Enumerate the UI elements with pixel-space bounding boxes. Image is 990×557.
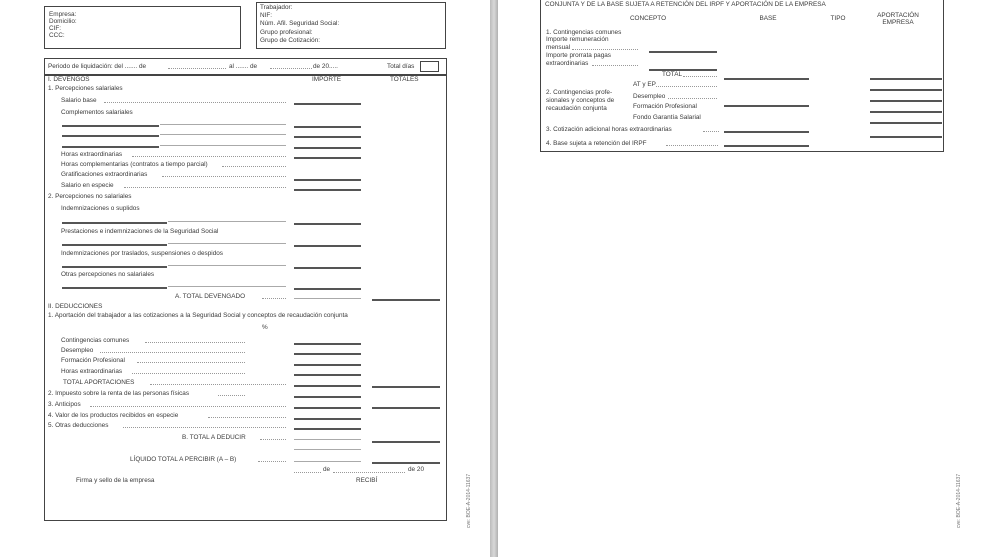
contingencias-comunes: 1. Contingencias comunes <box>546 29 622 36</box>
importe-prorrata: Importe prorrata pagas <box>546 52 612 59</box>
total-aportaciones-label: TOTAL APORTACIONES <box>63 379 135 386</box>
totales-header: TOTALES <box>390 76 419 83</box>
grupo-profesional-label: Grupo profesional: <box>260 29 313 36</box>
nss-label: Núm. Afil. Seguridad Social: <box>260 20 340 27</box>
desempleo-right: Desempleo <box>633 93 666 100</box>
firma-empresa-label: Firma y sello de la empresa <box>76 477 155 484</box>
contingencias-label: Contingencias comunes <box>61 337 130 344</box>
traslados-label: Indemnizaciones por traslados, suspensiones o despidos <box>61 250 223 257</box>
right-page <box>498 0 990 557</box>
irpf-label: 2. Impuesto sobre la renta de las personas físicas <box>48 390 190 397</box>
recibi-label: RECIBÍ <box>356 477 378 484</box>
desempleo-label: Desempleo <box>61 347 94 354</box>
percepciones-no-salariales: 2. Percepciones no salariales <box>48 193 132 200</box>
aportacion-trabajador: 1. Aportación del trabajador a las cotizaciones a la Seguridad Social y conceptos de recaudación conjunta <box>48 312 348 319</box>
total-dias-field[interactable] <box>420 61 439 72</box>
trabajador-label: Trabajador: <box>260 4 293 11</box>
total-label: TOTAL <box>662 71 683 78</box>
cve-code-right: cve: BOE-A-2014-11637 <box>956 473 962 528</box>
deducciones-heading: II. DEDUCCIONES <box>48 303 103 310</box>
ccc-label: CCC: <box>49 32 65 39</box>
empresa-header: EMPRESA <box>882 19 914 26</box>
liquido-total-label: LÍQUIDO TOTAL A PERCIBIR (A – B) <box>130 456 237 463</box>
prestaciones-label: Prestaciones e indemnizaciones de la Seguridad Social <box>61 228 219 235</box>
aportacion-header: APORTACIÓN <box>877 12 919 19</box>
valor-especie-label: 4. Valor de los productos recibidos en especie <box>48 412 179 419</box>
empresa-label: Empresa: <box>49 11 77 18</box>
indemnizaciones-label: Indemnizaciones o suplidos <box>61 205 140 212</box>
cotizacion-adicional: 3. Cotización adicional horas extraordinarias <box>546 126 672 133</box>
payroll-box <box>44 58 447 521</box>
fecha-de-20: de 20 <box>408 466 424 473</box>
domicilio-label: Domicilio: <box>49 18 77 25</box>
nif-label: NIF: <box>260 12 273 19</box>
horas-extra-label: Horas extraordinarias <box>61 151 123 158</box>
page-divider <box>490 0 498 557</box>
mensual-label: mensual <box>546 44 571 51</box>
devengos-heading: I. DEVENGOS <box>48 76 90 83</box>
fecha-de: de <box>323 466 331 473</box>
total-devengado-label: A. TOTAL DEVENGADO <box>175 293 246 300</box>
periodo-de20: de 20..... <box>313 63 338 70</box>
periodo-al: al ....... de <box>229 63 258 70</box>
cif-label: CIF: <box>49 25 62 32</box>
tipo-header: TIPO <box>830 15 846 22</box>
fogasa-label: Fondo Garantía Salarial <box>633 114 701 121</box>
left-page <box>0 0 490 557</box>
otras-percepciones-label: Otras percepciones no salariales <box>61 271 155 278</box>
recaudacion-label: recaudación conjunta <box>546 105 607 112</box>
importe-header: IMPORTE <box>312 76 341 83</box>
importe-remuneracion: Importe remuneración <box>546 36 609 43</box>
horas-extra-ded-label: Horas extraordinarias <box>61 368 123 375</box>
conceptos-label: sionales y conceptos de <box>546 97 615 104</box>
salario-especie-label: Salario en especie <box>61 182 114 189</box>
otras-deducciones-label: 5. Otras deducciones <box>48 422 109 429</box>
concepto-header: CONCEPTO <box>629 15 667 22</box>
percepciones-salariales: 1. Percepciones salariales <box>48 85 123 92</box>
trabajador-box <box>256 2 446 49</box>
contingencias-profesionales: 2. Contingencias profe- <box>546 89 613 96</box>
anticipos-label: 3. Anticipos <box>48 401 81 408</box>
base-header: BASE <box>759 15 777 22</box>
cotizacion-header: CONJUNTA Y DE LA BASE SUJETA A RETENCIÓN DEL IRPF Y APORTACIÓN DE LA EMPRESA <box>545 1 826 8</box>
percent-header: % <box>262 324 268 331</box>
salario-base-label: Salario base <box>61 97 97 104</box>
formacion-label: Formación Profesional <box>61 357 125 364</box>
extraordinarias-label: extraordinarias <box>546 60 589 67</box>
gratificaciones-label: Gratificaciones extraordinarias <box>61 171 148 178</box>
cve-code-left: cve: BOE-A-2014-11637 <box>466 473 472 528</box>
total-dias-label: Total días <box>387 63 415 70</box>
periodo-del: Periodo de liquidación: del ....... de <box>48 63 147 70</box>
horas-complementarias-label: Horas complementarias (contratos a tiempo parcial) <box>61 161 208 168</box>
formacion-right: Formación Profesional <box>633 103 697 110</box>
total-deducir-label: B. TOTAL A DEDUCIR <box>182 434 246 441</box>
grupo-cotizacion-label: Grupo de Cotización: <box>260 37 321 44</box>
empresa-box <box>44 6 241 49</box>
at-ep-label: AT y EP <box>633 81 656 88</box>
complementos-label: Complementos salariales <box>61 109 133 116</box>
base-irpf: 4. Base sujeta a retención del IRPF <box>546 140 647 147</box>
